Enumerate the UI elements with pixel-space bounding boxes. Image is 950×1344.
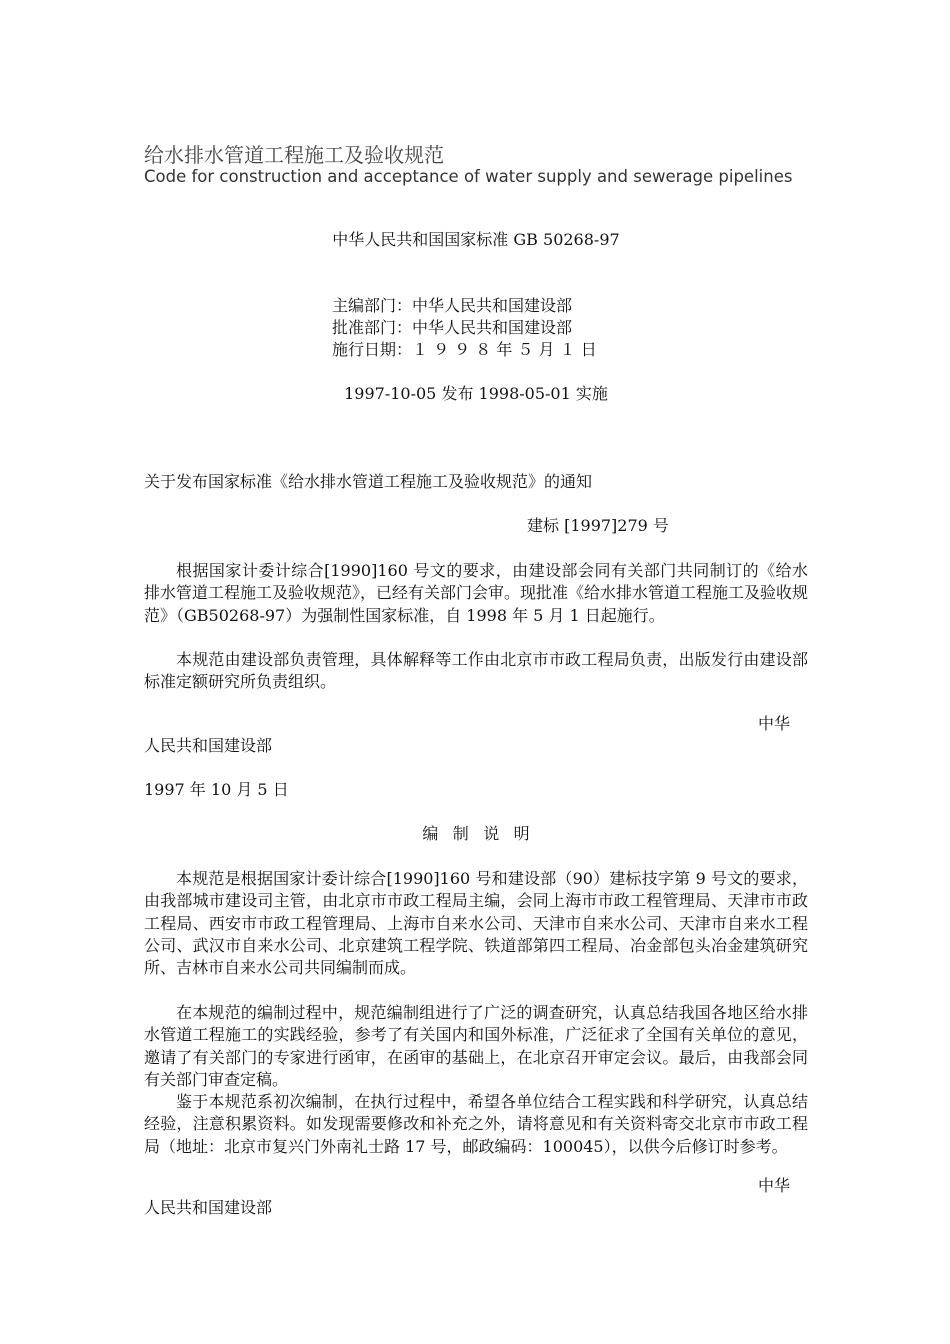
release-line: 1997-10-05 发布 1998-05-01 实施 <box>344 384 608 403</box>
explanation-paragraph-3: 鉴于本规范系初次编制，在执行过程中，希望各单位结合工程实践和科学研究，认真总结经验，注意积累资料。如发现需要修改和补充之外，请将意见和有关资料寄交北京市市政工程局（地址：北京市复兴门外南礼士路 17 号，邮政编码：100045），以供今后修订时参考。 <box>144 1092 808 1156</box>
notice-signature-part1: 中华 <box>758 714 791 733</box>
explanation-heading: 编制说明 <box>422 824 544 843</box>
notice-date: 1997 年 10 月 5 日 <box>144 780 289 799</box>
explanation-signature-part2: 人民共和国建设部 <box>144 1198 273 1217</box>
explanation-signature-part1: 中华 <box>758 1176 791 1195</box>
notice-signature-part2: 人民共和国建设部 <box>144 736 273 755</box>
title-chinese: 给水排水管道工程施工及验收规范 <box>144 143 444 167</box>
notice-title: 关于发布国家标准《给水排水管道工程施工及验收规范》的通知 <box>144 472 593 491</box>
notice-document-number: 建标 [1997]279 号 <box>527 516 669 535</box>
editor-department: 主编部门：中华人民共和国建设部 <box>332 296 573 315</box>
notice-paragraph-2: 本规范由建设部负责管理，具体解释等工作由北京市市政工程局负责，出版发行由建设部标准定额研究所负责组织。 <box>144 650 808 692</box>
explanation-paragraph-2: 在本规范的编制过程中，规范编制组进行了广泛的调查研究，认真总结我国各地区给水排水管道工程施工的实践经验，参考了有关国内和国外标准，广泛征求了全国有关单位的意见，邀请了有关部门的专家进行函审，在函审的基础上，在北京召开审定会议。最后，由我部会同有关部门审查定稿。 <box>144 1003 808 1089</box>
standard-number: 中华人民共和国国家标准 GB 50268-97 <box>332 230 620 249</box>
title-english: Code for construction and acceptance of water supply and sewerage pipelines <box>144 167 793 186</box>
explanation-paragraph-1: 本规范是根据国家计委计综合[1990]160 号和建设部（90）建标技字第 9 号文的要求，由我部城市建设司主管，由北京市市政工程局主编，会同上海市市政工程管理局、天津市市政工程局、西安市市政工程管理局、上海市自来水公司、天津市自来水公司、天津市自来水工程公司、武汉市自来水公司、北京建筑工程学院、铁道部第四工程局、冶金部包头冶金建筑研究所、吉林市自来水公司共同编制而成。 <box>144 869 808 978</box>
notice-paragraph-1: 根据国家计委计综合[1990]160 号文的要求，由建设部会同有关部门共同制订的《给水排水管道工程施工及验收规范》，已经有关部门会审。现批准《给水排水管道工程施工及验收规范》（GB50268-97）为强制性国家标准，自 1998 年 5 月 1 日起施行。 <box>144 561 809 625</box>
approval-department: 批准部门：中华人民共和国建设部 <box>332 318 573 337</box>
effective-date: 施行日期：１ ９ ９ ８ 年 ５ 月 １ 日 <box>332 340 597 359</box>
